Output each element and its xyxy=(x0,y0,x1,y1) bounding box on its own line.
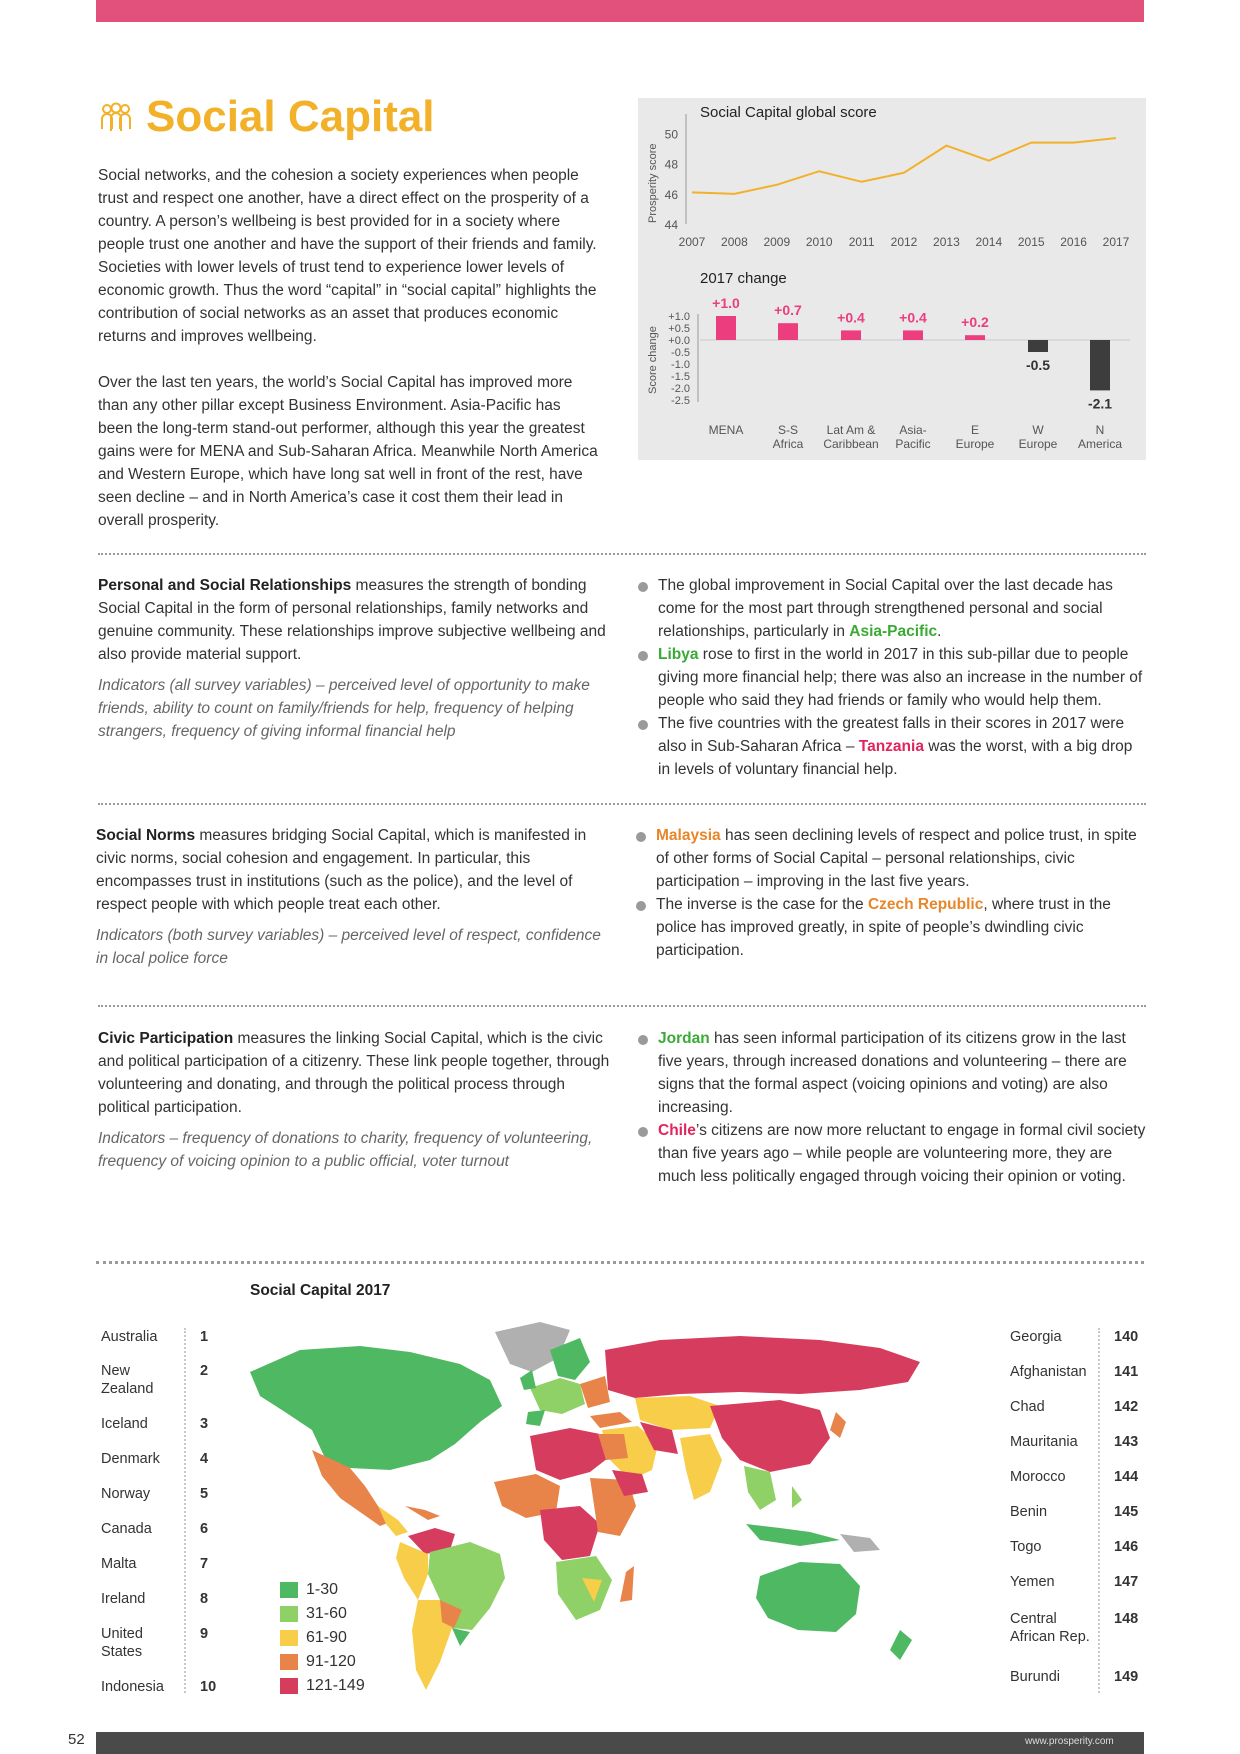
intro-paragraph-2: Over the last ten years, the world’s Social Capital has improved more than any other pillar except Business Environment. Asia-Pacific has been the long-term stand-out performer, although this year the greatest gains were for MENA and Sub-Saharan Africa. Meanwhile North America and Western Europe, which have long sat well in front of the rest, have seen decline – and in North America’s case it cost them their lead in overall prosperity. xyxy=(98,374,598,529)
norms-heading: Social Norms xyxy=(96,827,196,844)
rank-country: Mauritania xyxy=(1010,1434,1078,1450)
bottom-ranks-divider xyxy=(1098,1328,1100,1693)
rank-number: 9 xyxy=(200,1626,209,1642)
intro-text xyxy=(98,164,598,555)
charts-svg xyxy=(638,98,1146,460)
x-tick-label: 2014 xyxy=(975,235,1003,249)
map-region-png xyxy=(840,1534,880,1552)
bar-data-label: +0.4 xyxy=(899,309,927,326)
map-region-south-asia xyxy=(680,1434,722,1500)
norms-indicators: Indicators (both survey variables) – perceived level of respect, confidence in local police force xyxy=(96,927,601,967)
personal-indicators: Indicators (all survey variables) – perceived level of opportunity to make friends, ability to count on family/friends for help, frequency of helping strangers, frequency of giving informal financial help xyxy=(98,677,590,740)
x-category-label: W xyxy=(1032,423,1044,437)
x-category-label: Europe xyxy=(955,437,995,451)
x-tick-label: 2017 xyxy=(1102,235,1130,249)
separator xyxy=(98,1005,1146,1007)
list-item: The inverse is the case for the Czech Republic, where trust in the police has improved greatly, in spite of people’s dwindling civic participation. xyxy=(634,893,1144,962)
x-category-label: Asia- xyxy=(899,423,927,437)
list-item: Jordan has seen informal participation of its citizens grow in the last five years, through increased donations and volunteering – there are signs that the formal aspect (voicing opinions and voting) are also increasing. xyxy=(636,1027,1146,1119)
rank-country: Georgia xyxy=(1010,1329,1062,1345)
x-tick-label: 2007 xyxy=(678,235,706,249)
y-tick-label: +0.5 xyxy=(668,323,690,335)
rank-number: 5 xyxy=(200,1486,209,1502)
separator xyxy=(98,553,1146,555)
line-chart-ylabel: Prosperity score xyxy=(647,143,659,223)
map-region-turkey xyxy=(590,1412,632,1428)
top-ranks-divider xyxy=(184,1328,186,1693)
x-tick-label: 2012 xyxy=(890,235,918,249)
norms-body: measures bridging Social Capital, which is manifested in civic norms, social cohesion and engagement. In particular, this encompasses trust in institutions (such as the police), and the level of respect people with which people treat each other. xyxy=(96,827,587,913)
x-category-label: America xyxy=(1077,437,1123,451)
civic-section xyxy=(98,1027,610,1173)
rank-number: 8 xyxy=(200,1591,209,1607)
rank-country: Ireland xyxy=(101,1591,146,1607)
bar xyxy=(965,335,985,340)
rank-number: 142 xyxy=(1114,1399,1139,1415)
bar-data-label: -0.5 xyxy=(1025,357,1051,373)
bar-data-label: +1.0 xyxy=(712,295,740,311)
x-category-label: MENA xyxy=(708,423,744,437)
list-item: Chile’s citizens are now more reluctant to engage in formal civil society than five years ago – while people are volunteering more, they are much less politically engaged through voicing their opinion or voting. xyxy=(636,1119,1146,1188)
x-tick-label: 2016 xyxy=(1060,235,1087,249)
civic-bullets xyxy=(636,1027,1146,1188)
map-region-central-africa xyxy=(540,1506,600,1560)
legend-swatch xyxy=(280,1582,298,1598)
bar-chart-title: 2017 change xyxy=(700,270,787,287)
y-tick-label: -2.0 xyxy=(671,383,690,395)
rank-number: 10 xyxy=(200,1679,217,1695)
title-text: Social Capital xyxy=(146,92,435,141)
legend-swatch xyxy=(280,1654,298,1670)
rank-number: 2 xyxy=(200,1363,209,1379)
y-tick-label: -2.5 xyxy=(671,395,690,407)
y-tick-label: 46 xyxy=(664,187,678,202)
top-accent-bar xyxy=(96,0,1144,22)
legend-label: 91-120 xyxy=(306,1653,356,1670)
highlight-libya: Libya xyxy=(658,646,699,663)
map-region-uk-ireland xyxy=(520,1370,536,1390)
x-tick-label: 2015 xyxy=(1017,235,1045,249)
civic-heading: Civic Participation xyxy=(98,1030,234,1047)
highlight-chile: Chile xyxy=(658,1122,696,1139)
bar-data-label: +0.2 xyxy=(961,314,989,331)
rank-number: 143 xyxy=(1114,1434,1139,1450)
map-legend xyxy=(280,1578,365,1698)
map-region-indonesia xyxy=(746,1524,840,1546)
highlight-asia-pacific: Asia-Pacific xyxy=(849,623,938,640)
intro-paragraph-1: Social networks, and the cohesion a society experiences when people trust and respect one another, have a direct effect on the prosperity of a country. A person’s wellbeing is best provided for in a society where people trust one another and have the support of their friends and family. Societies with lower levels of trust tend to experience lower levels of economic growth. Thus the word “capital” in “social capital” highlights the contribution of social networks as an asset that produces economic returns and improves wellbeing. xyxy=(98,167,597,345)
highlight-tanzania: Tanzania xyxy=(858,738,924,755)
rank-country: Canada xyxy=(101,1521,152,1537)
rank-number: 3 xyxy=(200,1416,209,1432)
highlight-jordan: Jordan xyxy=(658,1030,710,1047)
x-category-label: S-S xyxy=(777,423,799,437)
personal-bullets xyxy=(636,574,1146,781)
legend-item xyxy=(280,1602,365,1626)
bar xyxy=(1090,340,1110,390)
map-region-russia xyxy=(605,1336,920,1398)
rank-number: 145 xyxy=(1114,1504,1139,1520)
legend-item xyxy=(280,1626,365,1650)
x-tick-label: 2010 xyxy=(805,235,833,249)
map-region-se-asia xyxy=(744,1466,776,1510)
rank-country: Yemen xyxy=(1010,1574,1055,1590)
bar xyxy=(841,330,861,340)
rank-country: New Zealand xyxy=(101,1363,154,1397)
highlight-czech-republic: Czech Republic xyxy=(867,896,984,913)
line-chart-title: Social Capital global score xyxy=(700,104,877,121)
map-region-japan xyxy=(830,1412,846,1438)
map-region-philippines xyxy=(792,1486,802,1508)
page-title xyxy=(98,92,435,142)
bar-data-label: +0.7 xyxy=(774,302,802,319)
map-region-western-europe xyxy=(530,1378,585,1414)
rank-country: Chad xyxy=(1010,1399,1045,1415)
footer-url: www.prosperity.com xyxy=(1025,1736,1114,1747)
list-item: Malaysia has seen declining levels of respect and police trust, in spite of other forms of Social Capital – personal relationships, civic participation – improving in the last five years. xyxy=(634,824,1144,893)
map-region-north-africa xyxy=(530,1428,608,1480)
personal-section xyxy=(98,574,610,743)
rank-country: Indonesia xyxy=(101,1679,164,1695)
highlight-malaysia: Malaysia xyxy=(656,827,721,844)
rank-number: 6 xyxy=(200,1521,209,1537)
civic-body: measures the linking Social Capital, which is the civic and political participation of a citizenry. These link people together, through volunteering and donating, and through the political process through political participation. xyxy=(98,1030,610,1116)
rank-country: Central African Rep. xyxy=(1010,1611,1090,1645)
rank-number: 147 xyxy=(1114,1574,1139,1590)
rank-country: Burundi xyxy=(1010,1669,1060,1685)
legend-swatch xyxy=(280,1606,298,1622)
page-number: 52 xyxy=(68,1731,85,1748)
civic-indicators: Indicators – frequency of donations to charity, frequency of volunteering, frequency of voicing opinion to a public official, voter turnout xyxy=(98,1130,593,1170)
norms-bullets xyxy=(634,824,1144,962)
separator xyxy=(98,803,1146,805)
map-region-uruguay xyxy=(452,1628,470,1646)
footer-bar xyxy=(96,1732,1144,1754)
x-category-label: Pacific xyxy=(895,437,931,451)
legend-label: 61-90 xyxy=(306,1629,347,1646)
y-tick-label: -1.5 xyxy=(671,371,690,383)
rank-number: 148 xyxy=(1114,1611,1139,1627)
x-category-label: Lat Am & xyxy=(826,423,876,437)
list-item: The global improvement in Social Capital over the last decade has come for the most part through strengthened personal and social relationships, particularly in Asia-Pacific. xyxy=(636,574,1146,643)
bar xyxy=(778,323,798,340)
list-item: The five countries with the greatest falls in their scores in 2017 were also in Sub-Saharan Africa – Tanzania was the worst, with a big drop in levels of voluntary financial help. xyxy=(636,712,1146,781)
personal-heading: Personal and Social Relationships xyxy=(98,577,352,594)
series-line xyxy=(692,138,1116,194)
map-region-north-america xyxy=(250,1346,502,1470)
bottom-ranks-list xyxy=(1010,1328,1150,1698)
rank-number: 146 xyxy=(1114,1539,1139,1555)
bar-chart-ylabel: Score change xyxy=(647,326,659,394)
legend-item xyxy=(280,1650,365,1674)
x-category-label: E xyxy=(970,423,980,437)
personal-body: measures the strength of bonding Social Capital in the form of personal relationships, family networks and genuine community. These relationships improve subjective wellbeing and also provide material support. xyxy=(98,577,606,663)
y-tick-label: +1.0 xyxy=(668,311,690,323)
norms-section xyxy=(96,824,608,970)
y-tick-label: -0.5 xyxy=(671,347,690,359)
rank-number: 1 xyxy=(200,1329,209,1345)
bar xyxy=(1028,340,1048,352)
rank-country: Morocco xyxy=(1010,1469,1066,1485)
rank-number: 141 xyxy=(1114,1364,1139,1380)
y-tick-label: -1.0 xyxy=(671,359,690,371)
bar-data-label: -2.1 xyxy=(1087,395,1113,412)
chart-panel xyxy=(638,98,1146,460)
rank-number: 140 xyxy=(1114,1329,1139,1345)
rank-country: Iceland xyxy=(101,1416,148,1432)
y-tick-label: 50 xyxy=(664,127,678,142)
rank-country: United States xyxy=(101,1626,143,1660)
y-tick-label: 44 xyxy=(664,218,678,232)
legend-item xyxy=(280,1578,365,1602)
legend-swatch xyxy=(280,1630,298,1646)
map-region-australia xyxy=(756,1562,860,1632)
separator xyxy=(96,1261,1144,1264)
legend-label: 1-30 xyxy=(306,1581,339,1598)
bar-data-label: +0.4 xyxy=(837,309,865,326)
bar xyxy=(716,316,736,340)
x-category-label: Africa xyxy=(772,437,804,451)
people-icon xyxy=(98,99,134,135)
x-tick-label: 2009 xyxy=(763,235,791,249)
legend-label: 121-149 xyxy=(306,1677,365,1694)
rank-country: Benin xyxy=(1010,1504,1048,1520)
legend-label: 31-60 xyxy=(306,1605,347,1622)
list-item: Libya rose to first in the world in 2017 in this sub-pillar due to people giving more financial help; there was also an increase in the number of people who said they had friends or family who would help them. xyxy=(636,643,1146,712)
rank-number: 144 xyxy=(1114,1469,1139,1485)
map-region-madagascar xyxy=(620,1566,634,1602)
x-tick-label: 2008 xyxy=(721,235,748,249)
x-tick-label: 2011 xyxy=(848,235,875,249)
x-category-label: N xyxy=(1095,423,1105,437)
x-category-label: Caribbean xyxy=(823,437,879,451)
x-tick-label: 2013 xyxy=(933,235,960,249)
rank-country: Norway xyxy=(101,1486,151,1502)
rank-country: Afghanistan xyxy=(1010,1364,1087,1380)
map-region-iberia xyxy=(526,1410,545,1426)
map-region-china xyxy=(710,1400,830,1472)
x-category-label: Europe xyxy=(1018,437,1058,451)
rank-country: Togo xyxy=(1010,1539,1042,1555)
y-tick-label: +0.0 xyxy=(668,335,690,347)
map-region-new-zealand xyxy=(890,1630,912,1660)
map-title: Social Capital 2017 xyxy=(250,1282,391,1299)
bar xyxy=(903,330,923,340)
rank-country: Denmark xyxy=(101,1451,160,1467)
rank-number: 4 xyxy=(200,1451,209,1467)
rank-country: Australia xyxy=(101,1329,158,1345)
rank-country: Malta xyxy=(101,1556,137,1572)
legend-swatch xyxy=(280,1678,298,1694)
legend-item xyxy=(280,1674,365,1698)
map-region-southern-africa xyxy=(556,1556,612,1620)
rank-number: 149 xyxy=(1114,1669,1139,1685)
y-tick-label: 48 xyxy=(664,157,678,172)
rank-number: 7 xyxy=(200,1556,209,1572)
map-region-caribbean xyxy=(405,1506,440,1520)
top-ranks-list xyxy=(101,1328,231,1698)
